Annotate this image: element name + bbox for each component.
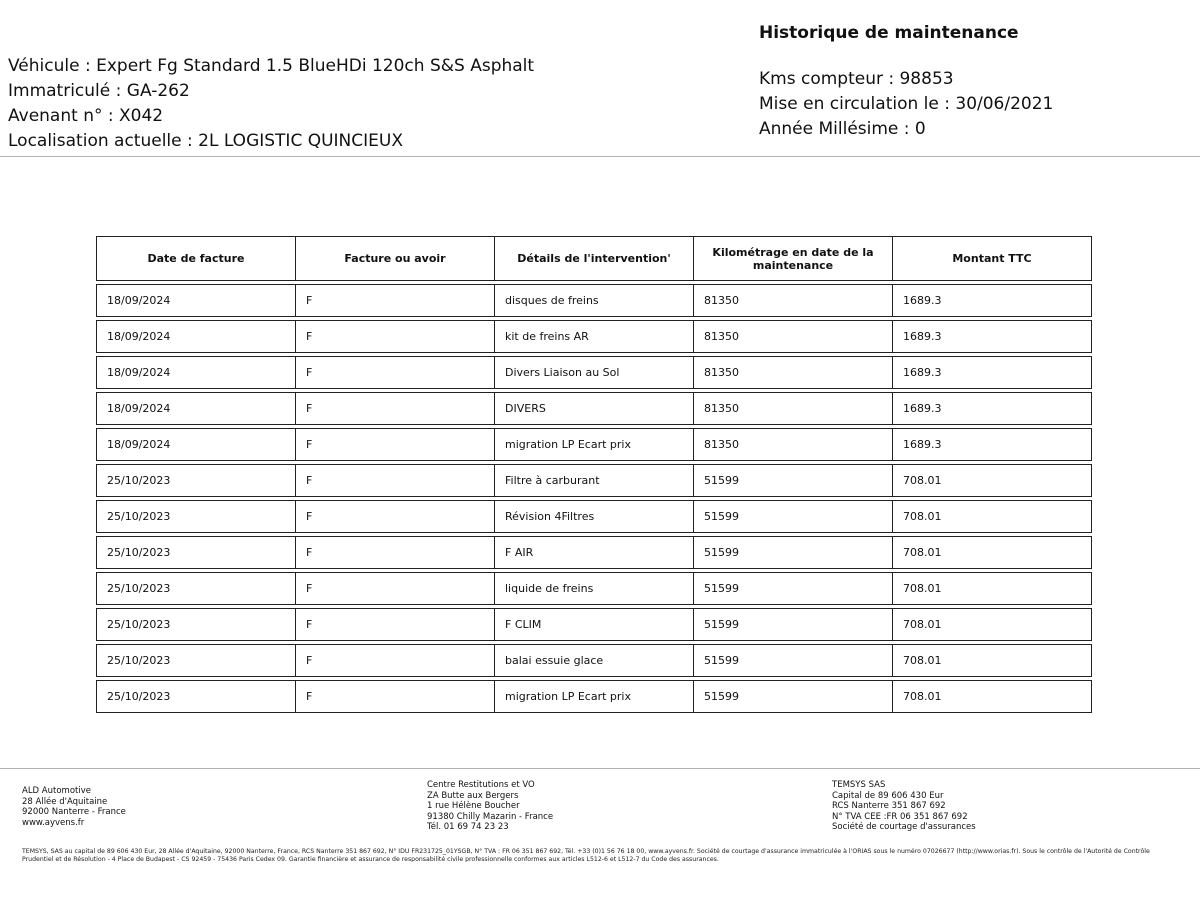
- cell-invoice-type: F: [295, 680, 494, 713]
- cell-mileage: 51599: [693, 536, 892, 569]
- cell-invoice-date: 25/10/2023: [96, 500, 295, 533]
- cell-mileage: 81350: [693, 320, 892, 353]
- footer-returns-center: [427, 780, 553, 833]
- cell-invoice-date: 25/10/2023: [96, 644, 295, 677]
- cell-mileage: 81350: [693, 428, 892, 461]
- cell-amount: 1689.3: [892, 392, 1092, 425]
- cell-invoice-type: F: [295, 572, 494, 605]
- cell-invoice-date: 25/10/2023: [96, 464, 295, 497]
- cell-invoice-type: F: [295, 500, 494, 533]
- footer-line: Centre Restitutions et VO: [427, 780, 535, 790]
- cell-amount: 1689.3: [892, 284, 1092, 317]
- table-body: [96, 284, 1092, 713]
- cell-intervention-detail: liquide de freins: [494, 572, 693, 605]
- table-row: [96, 320, 1092, 353]
- table-row: [96, 572, 1092, 605]
- table-row: [96, 680, 1092, 713]
- vintage-year: Année Millésime : 0: [759, 119, 926, 139]
- vehicle-info: [8, 54, 534, 154]
- cell-mileage: 81350: [693, 284, 892, 317]
- cell-mileage: 51599: [693, 464, 892, 497]
- cell-intervention-detail: DIVERS: [494, 392, 693, 425]
- footer-line: TEMSYS SAS: [832, 780, 886, 790]
- cell-invoice-type: F: [295, 428, 494, 461]
- cell-mileage: 51599: [693, 572, 892, 605]
- vehicle-location: Localisation actuelle : 2L LOGISTIC QUINCIEUX: [8, 131, 403, 151]
- cell-invoice-date: 18/09/2024: [96, 320, 295, 353]
- cell-invoice-date: 25/10/2023: [96, 536, 295, 569]
- cell-intervention-detail: migration LP Ecart prix: [494, 680, 693, 713]
- cell-invoice-type: F: [295, 392, 494, 425]
- cell-amount: 1689.3: [892, 320, 1092, 353]
- registration-date: Mise en circulation le : 30/06/2021: [759, 94, 1054, 114]
- footer-line: Capital de 89 606 430 Eur: [832, 790, 944, 801]
- footer-company-address: [22, 786, 126, 828]
- footer-line: ZA Butte aux Bergers: [427, 790, 519, 801]
- table-row: [96, 392, 1092, 425]
- cell-amount: 708.01: [892, 464, 1092, 497]
- cell-amount: 708.01: [892, 536, 1092, 569]
- cell-intervention-detail: balai essuie glace: [494, 644, 693, 677]
- document-title: Historique de maintenance: [759, 23, 1019, 43]
- table-row: [96, 464, 1092, 497]
- cell-amount: 708.01: [892, 500, 1092, 533]
- cell-invoice-date: 25/10/2023: [96, 680, 295, 713]
- cell-intervention-detail: Divers Liaison au Sol: [494, 356, 693, 389]
- table-row: [96, 356, 1092, 389]
- header-amount: Montant TTC: [892, 236, 1092, 281]
- footer-line: Société de courtage d'assurances: [832, 822, 976, 832]
- table-row: [96, 608, 1092, 641]
- table-header-row: [96, 236, 1092, 281]
- cell-invoice-date: 18/09/2024: [96, 284, 295, 317]
- cell-intervention-detail: F AIR: [494, 536, 693, 569]
- cell-invoice-date: 18/09/2024: [96, 392, 295, 425]
- cell-mileage: 81350: [693, 392, 892, 425]
- footer-line: 28 Allée d'Aquitaine: [22, 796, 108, 807]
- table-row: [96, 500, 1092, 533]
- cell-intervention-detail: Révision 4Filtres: [494, 500, 693, 533]
- vehicle-amendment: Avenant n° : X042: [8, 106, 164, 126]
- header-mileage: Kilométrage en date de la maintenance: [693, 236, 892, 281]
- header-divider: [0, 156, 1200, 157]
- vehicle-model: Véhicule : Expert Fg Standard 1.5 BlueHDi 120ch S&S Asphalt: [8, 56, 535, 76]
- vehicle-registration: Immatriculé : GA-262: [8, 81, 190, 101]
- cell-intervention-detail: disques de freins: [494, 284, 693, 317]
- cell-invoice-type: F: [295, 320, 494, 353]
- cell-amount: 1689.3: [892, 428, 1092, 461]
- cell-invoice-type: F: [295, 608, 494, 641]
- odometer-reading: Kms compteur : 98853: [759, 69, 954, 89]
- cell-amount: 708.01: [892, 680, 1092, 713]
- cell-intervention-detail: Filtre à carburant: [494, 464, 693, 497]
- cell-mileage: 51599: [693, 644, 892, 677]
- footer-line: Tél. 01 69 74 23 23: [427, 822, 509, 832]
- header-intervention-details: Détails de l'intervention': [494, 236, 693, 281]
- cell-invoice-date: 18/09/2024: [96, 428, 295, 461]
- cell-intervention-detail: kit de freins AR: [494, 320, 693, 353]
- cell-mileage: 81350: [693, 356, 892, 389]
- header-invoice-type: Facture ou avoir: [295, 236, 494, 281]
- cell-mileage: 51599: [693, 608, 892, 641]
- footer-line: www.ayvens.fr: [22, 817, 85, 828]
- header-invoice-date: Date de facture: [96, 236, 295, 281]
- table-row: [96, 644, 1092, 677]
- footer-line: 91380 Chilly Mazarin - France: [427, 811, 554, 822]
- cell-amount: 708.01: [892, 572, 1092, 605]
- cell-intervention-detail: F CLIM: [494, 608, 693, 641]
- cell-invoice-type: F: [295, 536, 494, 569]
- cell-amount: 1689.3: [892, 356, 1092, 389]
- table-row: [96, 284, 1092, 317]
- cell-amount: 708.01: [892, 644, 1092, 677]
- legal-notice: TEMSYS, SAS au capital de 89 606 430 Eur, 28 Allée d'Aquitaine, 92000 Nanterre, France, RCS Nanterre 351 867 692, N° IDU FR231725_01YSGB, N° TVA : FR 06 351 867 692, Tél. +33 (0)1 56 76 18 00, www.ayvens.fr. Société de courtage d'assurance immatriculée à l'ORIAS sous le numéro 07026677 (http://www.orias.fr). Sous le contrôle de l'Autorité de Contrôle Prudentiel et de Résolution - 4 Place de Budapest - CS 92459 - 75436 Paris Cedex 09. Garantie financière et assurance de responsabilité civile professionnelle conformes aux articles L512-6 et L512-7 du Code des assurances.: [22, 848, 1150, 862]
- cell-invoice-date: 18/09/2024: [96, 356, 295, 389]
- cell-invoice-date: 25/10/2023: [96, 572, 295, 605]
- cell-invoice-type: F: [295, 284, 494, 317]
- cell-invoice-type: F: [295, 464, 494, 497]
- table-row: [96, 536, 1092, 569]
- footer-temsys: [832, 780, 976, 833]
- cell-invoice-type: F: [295, 356, 494, 389]
- cell-invoice-type: F: [295, 644, 494, 677]
- table-row: [96, 428, 1092, 461]
- maintenance-info: [759, 67, 1053, 142]
- cell-invoice-date: 25/10/2023: [96, 608, 295, 641]
- cell-mileage: 51599: [693, 680, 892, 713]
- footer-line: 92000 Nanterre - France: [22, 807, 126, 817]
- cell-intervention-detail: migration LP Ecart prix: [494, 428, 693, 461]
- footer-line: N° TVA CEE :FR 06 351 867 692: [832, 811, 968, 822]
- footer-divider: [0, 768, 1200, 769]
- maintenance-history-table: [96, 233, 1092, 716]
- maintenance-table-wrap: [96, 236, 1092, 716]
- footer-line: ALD Automotive: [22, 786, 91, 796]
- cell-amount: 708.01: [892, 608, 1092, 641]
- cell-mileage: 51599: [693, 500, 892, 533]
- footer-line: RCS Nanterre 351 867 692: [832, 801, 946, 811]
- footer-line: 1 rue Hélène Boucher: [427, 801, 520, 811]
